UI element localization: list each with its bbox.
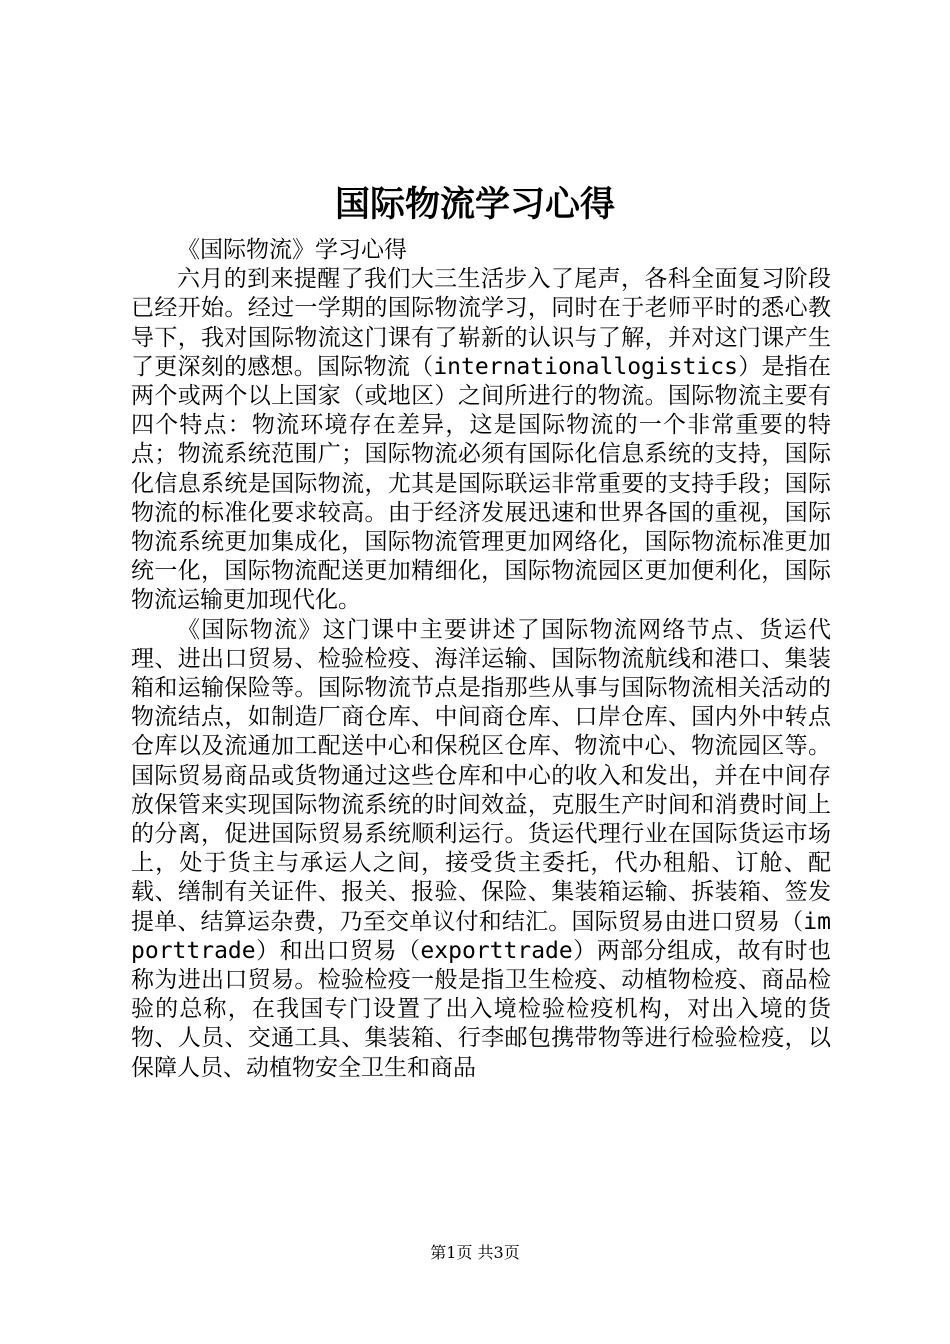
subtitle-paragraph: 《国际物流》学习心得 [177,237,407,263]
body-paragraph: 六月的到来提醒了我们大三生活步入了尾声，各科全面复习阶段已经开始。经过一学期的国际物流学习，同时在于老师平时的悉心教导下，我对国际物流这门课有了崭新的认识与了解，并对这门课产生了更深刻的感想。国际物流（internationallogistics）是指在两个或两个以上国家（或地区）之间所进行的物流。国际物流主要有四个特点：物流环境存在差异，这是国际物流的一个非常重要的特点；物流系统范围广；国际物流必须有国际化信息系统的支持，国际化信息系统是国际物流，尤其是国际联运非常重要的支持手段；国际物流的标准化要求较高。由于经济发展迅速和世界各国的重视，国际物流系统更加集成化，国际物流管理更加网络化，国际物流标准更加统一化，国际物流配送更加精细化，国际物流园区更加便利化，国际物流运输更加现代化。 [131,266,831,614]
document-title: 国际物流学习心得 [334,184,615,225]
body-paragraph: 《国际物流》这门课中主要讲述了国际物流网络节点、货运代理、进出口贸易、检验检疫、海洋运输、国际物流航线和港口、集装箱和运输保险等。国际物流节点是指那些从事与国际物流相关活动的物流结点，如制造厂商仓库、中间商仓库、口岸仓库、国内外中转点仓库以及流通加工配送中心和保税区仓库、物流中心、物流园区等。国际贸易商品或货物通过这些仓库和中心的收入和发出，并在中间存放保管来实现国际物流系统的时间效益，克服生产时间和消费时间上的分离，促进国际贸易系统顺利运行。货运代理行业在国际货运市场上，处于货主与承运人之间，接受货主委托，代办租船、订舱、配载、缮制有关证件、报关、报验、保险、集装箱运输、拆装箱、签发提单、结算运杂费，乃至交单议付和结汇。国际贸易由进口贸易（importtrade）和出口贸易（exporttrade）两部分组成，故有时也称为进出口贸易。检验检疫一般是指卫生检疫、动植物检疫、商品检验的总称，在我国专门设置了出入境检验检疫机构，对出入境的货物、人员、交通工具、集装箱、行李邮包携带物等进行检验检疫，以保障人员、动植物安全卫生和商品 [131,616,831,1081]
page-number-footer: 第1页 共3页 [430,1243,520,1262]
document-body [131,236,831,1083]
